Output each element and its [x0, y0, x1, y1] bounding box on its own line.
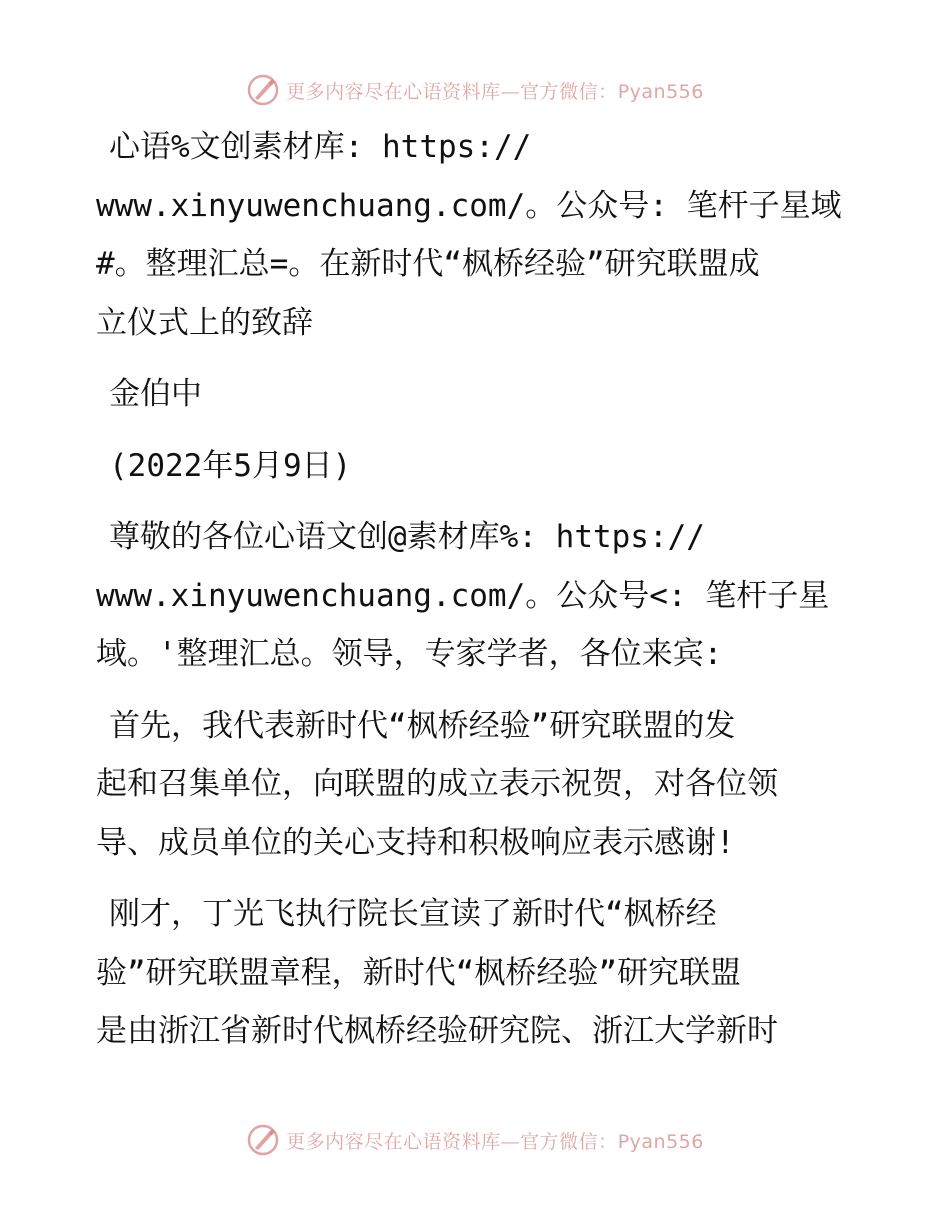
- watermark-wechat-label: 官方微信：: [520, 80, 618, 103]
- watermark-text: [286, 1127, 704, 1154]
- watermark-text: [286, 77, 704, 104]
- author-name: 金伯中: [109, 376, 202, 412]
- paragraph-salutation: [96, 508, 856, 684]
- watermark-separator: —: [500, 80, 521, 103]
- author-line: [96, 365, 856, 424]
- text-line: 尊敬的各位心语文创@素材库%: https://: [109, 519, 705, 555]
- text-line: www.xinyuwenchuang.com/。公众号<: 笔杆子星: [96, 577, 830, 614]
- watermark-wechat-id: Pyan556: [617, 1130, 704, 1153]
- document-body: [96, 118, 856, 1074]
- paragraph-thanks: [96, 697, 856, 873]
- footer-watermark: [0, 1120, 950, 1160]
- watermark-main: 更多内容尽在心语资料库: [286, 80, 501, 103]
- text-line: www.xinyuwenchuang.com/。公众号: 笔杆子星域: [96, 187, 842, 224]
- date-line: [96, 437, 856, 496]
- paragraph-title: [96, 118, 856, 352]
- watermark-separator: —: [500, 1130, 521, 1153]
- text-line: 刚才，丁光飞执行院长宣读了新时代“枫桥经: [109, 896, 717, 932]
- text-line: 立仪式上的致辞: [96, 304, 313, 341]
- paragraph-charter: [96, 885, 856, 1061]
- header-watermark: [0, 70, 950, 110]
- text-line: 导、成员单位的关心支持和积极响应表示感谢!: [96, 824, 735, 861]
- text-line: 首先，我代表新时代“枫桥经验”研究联盟的发: [109, 707, 736, 744]
- pen-circle-logo-icon: [246, 1123, 280, 1157]
- pen-circle-logo-icon: [246, 73, 280, 107]
- watermark-wechat-label: 官方微信：: [520, 1130, 618, 1153]
- watermark-main: 更多内容尽在心语资料库: [286, 1130, 501, 1153]
- speech-date: (2022年5月9日): [109, 447, 352, 484]
- watermark-wechat-id: Pyan556: [617, 80, 704, 103]
- text-line: #。整理汇总=。在新时代“枫桥经验”研究联盟成: [96, 246, 760, 282]
- text-line: 起和召集单位，向联盟的成立表示祝贺，对各位领: [96, 766, 778, 802]
- text-line: 域。'整理汇总。领导，专家学者，各位来宾:: [96, 636, 723, 672]
- text-line: 验”研究联盟章程，新时代“枫桥经验”研究联盟: [96, 954, 741, 991]
- text-line: 是由浙江省新时代枫桥经验研究院、浙江大学新时: [96, 1013, 778, 1049]
- text-line: 心语%文创素材库: https://: [109, 129, 532, 165]
